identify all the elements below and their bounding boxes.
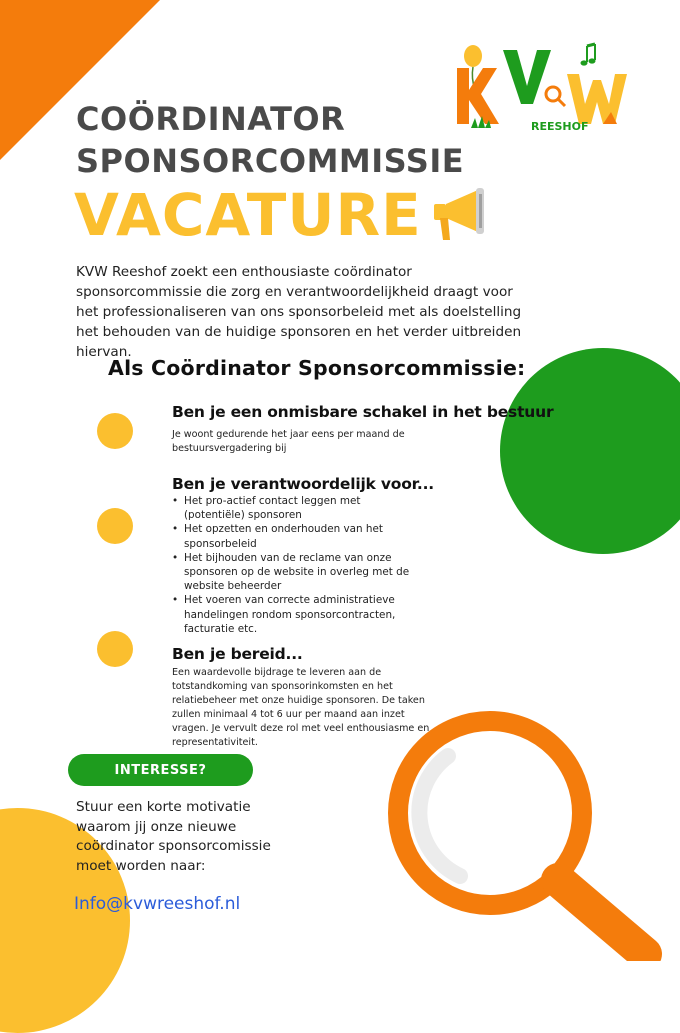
intro-paragraph: KVW Reeshof zoekt een enthousiaste coördinator sponsorcommissie die zorg en verantwoordelijkheid draagt voor het professionaliseren van ons sponsorbeleid met als doelstelling het behouden van de huidige sponsoren en het verder uitbreiden hiervan.	[76, 264, 522, 360]
yellow-dot	[97, 631, 133, 667]
item-heading: Ben je verantwoordelijk voor...	[172, 475, 434, 493]
list-item: • Het pro-actief contact leggen met (potentiële) sponsoren	[172, 494, 422, 522]
item-heading: Ben je bereid...	[172, 645, 303, 663]
title-line-1: COÖRDINATOR	[76, 100, 346, 138]
contact-text: Stuur een korte motivatie waarom jij onze nieuwe coördinator sponsorcomissie moet worden naar:	[76, 799, 271, 874]
green-circle-decoration	[500, 348, 680, 554]
interesse-button[interactable]: INTERESSE?	[68, 754, 253, 786]
item-text: Je woont gedurende het jaar eens per maand de bestuursvergadering bij	[172, 429, 405, 454]
list-item: • Het bijhouden van de reclame van onze sponsoren op de website in overleg met de website beheerder	[172, 551, 422, 594]
title-line-2: SPONSORCOMMISSIE	[76, 142, 465, 180]
yellow-dot	[97, 413, 133, 449]
kvw-reeshof-logo	[441, 38, 631, 138]
vacature-heading: VACATURE	[74, 181, 422, 249]
email-link[interactable]: Info@kvwreeshof.nl	[74, 894, 241, 914]
megaphone-icon	[430, 186, 490, 244]
item-heading: Ben je een onmisbare schakel in het bestuur	[172, 403, 554, 421]
svg-text:REESHOF: REESHOF	[531, 120, 589, 133]
list-item: • Het opzetten en onderhouden van het sponsorbeleid	[172, 522, 422, 550]
list-item: • Het voeren van correcte administratieve handelingen rondom sponsorcontracten, facturatie etc.	[172, 593, 422, 636]
responsibility-list	[172, 494, 422, 636]
yellow-dot	[97, 508, 133, 544]
item-text: Een waardevolle bijdrage te leveren aan de totstandkoming van sponsorinkomsten en het relatiebeheer met onze huidige sponsoren. De taken zullen minimaal 4 tot 6 uur per maand aan inzet vragen. Je vervult deze rol met veel enthousiasme en representativiteit.	[172, 667, 430, 748]
section-heading: Als Coördinator Sponsorcommissie:	[108, 356, 526, 380]
magnifier-icon	[380, 708, 680, 961]
